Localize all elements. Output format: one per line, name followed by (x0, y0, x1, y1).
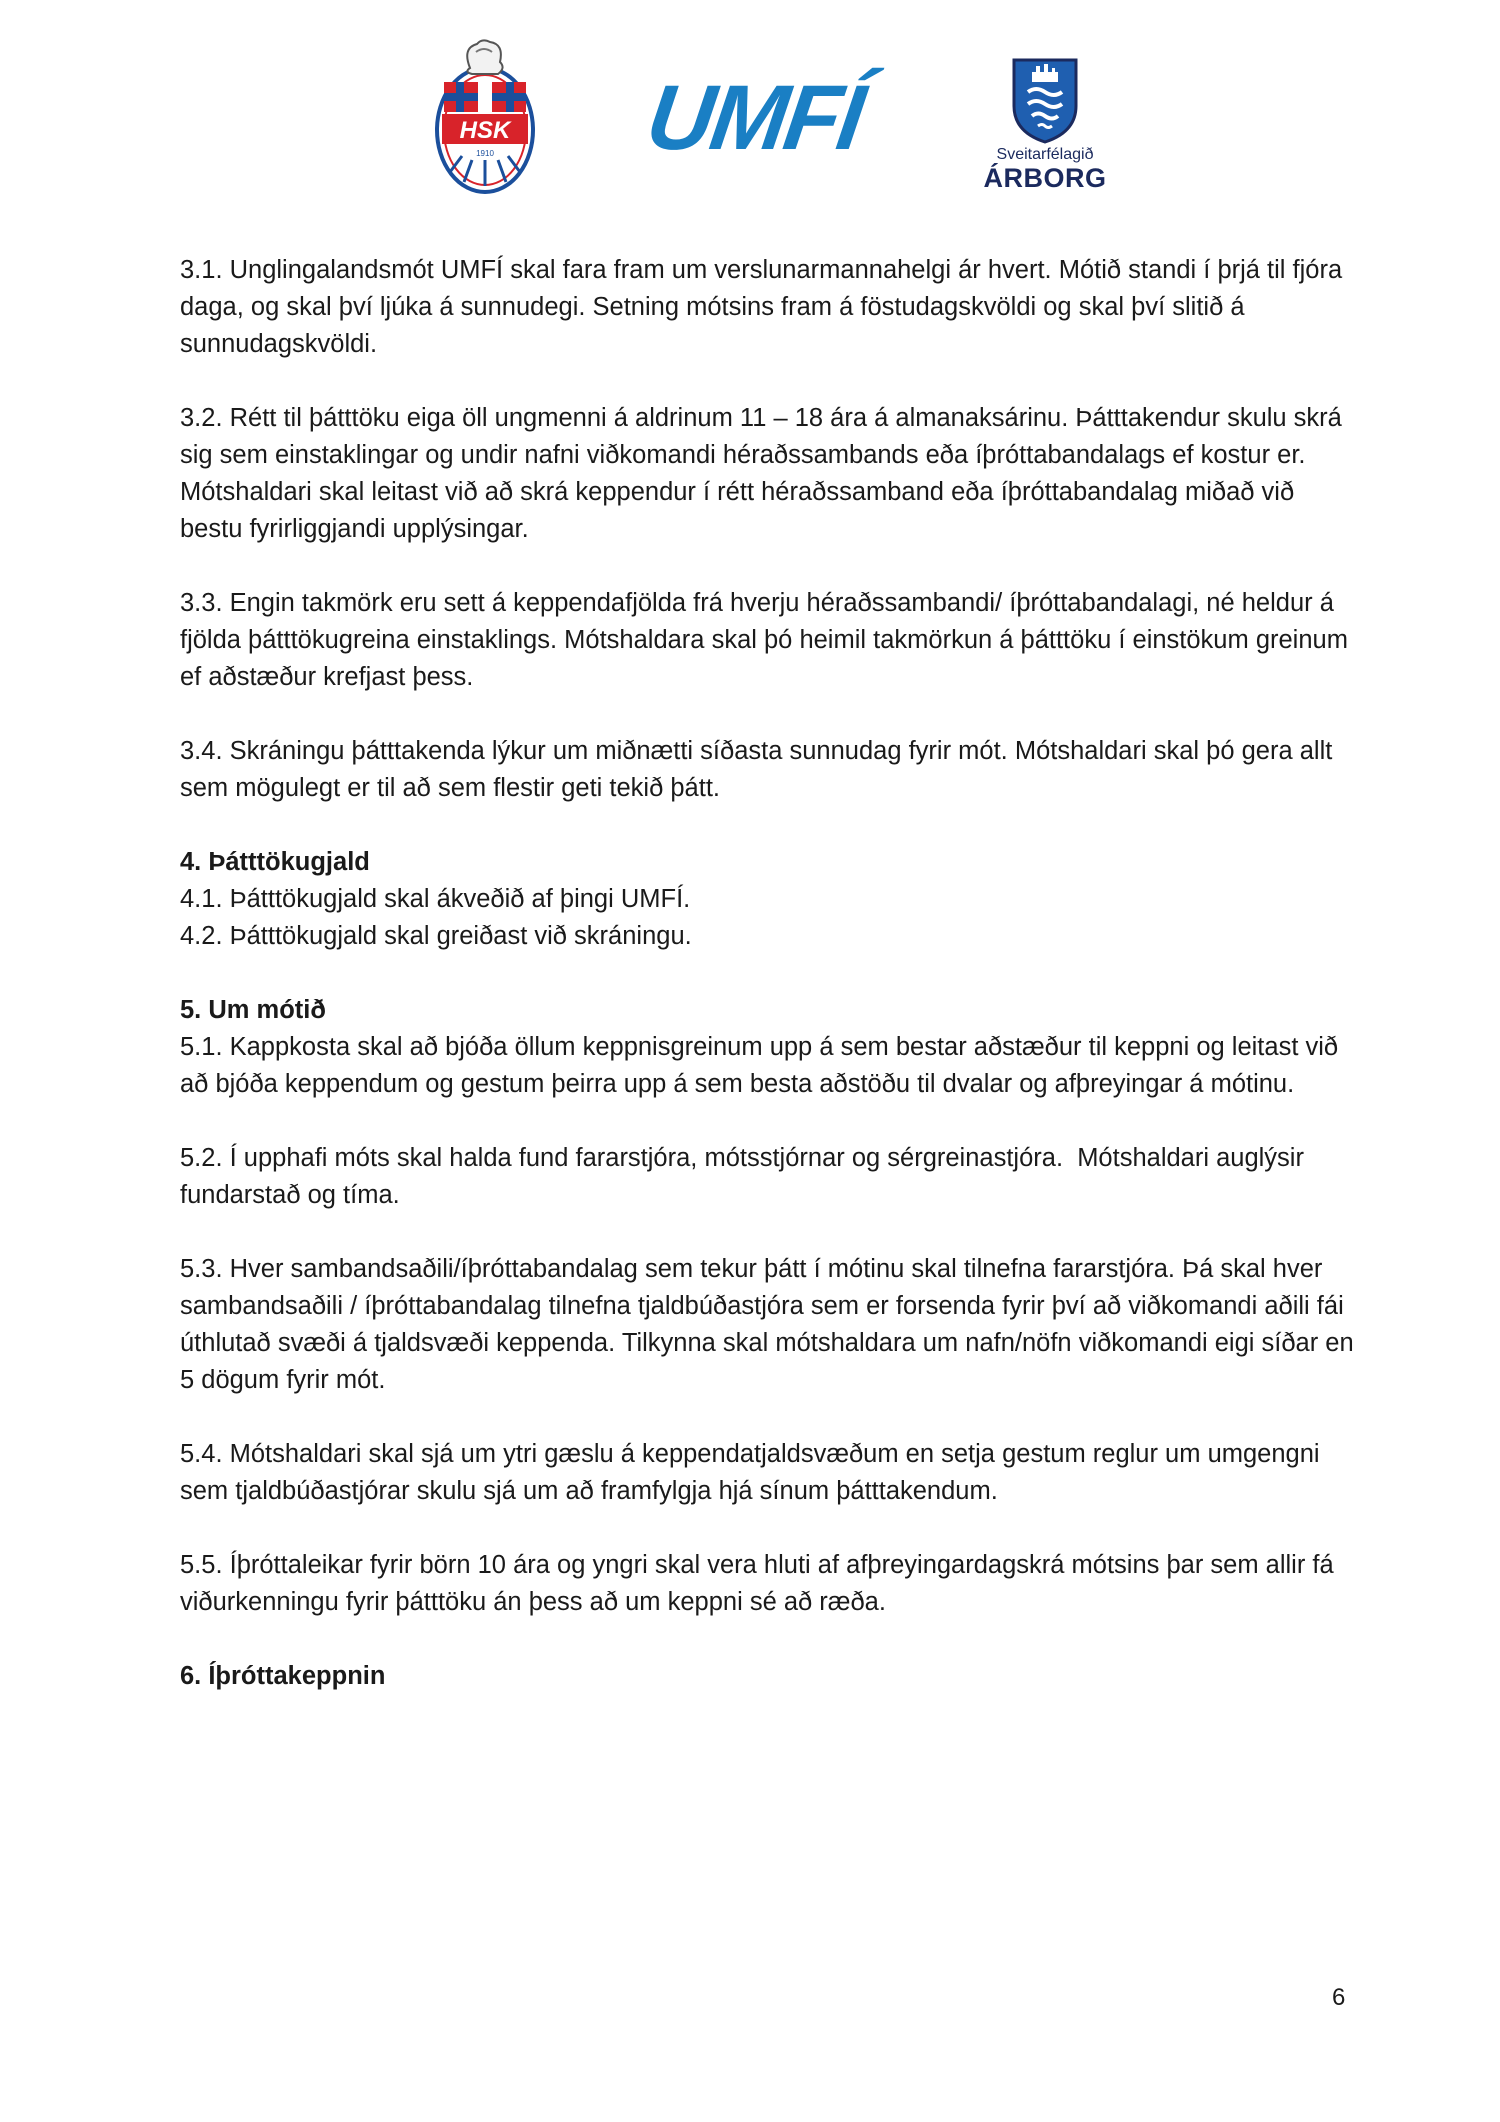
section-heading-6: 6. Íþróttakeppnin (180, 1662, 386, 1690)
paragraph-4-2: 4.2. Þátttökugjald skal greiðast við skráningu. (180, 922, 692, 950)
paragraph-5-2: 5.2. Í upphafi móts skal halda fund fararstjóra, mótsstjórnar og sérgreinastjóra. Mótshaldari auglýsir fundarstað og tíma. (180, 1144, 1312, 1209)
umfi-wordmark: UMFÍ (640, 67, 869, 169)
document-body (180, 252, 1360, 1695)
paragraph-5-3: 5.3. Hver sambandsaðili/íþróttabandalag sem tekur þátt í mótinu skal tilnefna fararstjóra. Þá skal hver sambandsaðili / íþróttabandalag tilnefna tjaldbúðastjóra sem er forsenda fyrir því að viðkomandi aðili fái úthlutað svæði á tjaldsvæði keppenda. Tilkynna skal mótshaldara um nafn/nöfn viðkomandi eigi síðar en 5 dögum fyrir mót. (180, 1255, 1354, 1394)
hsk-year: 1910 (476, 149, 494, 158)
arborg-shield-icon (980, 58, 1110, 144)
hsk-emblem-icon (432, 38, 538, 196)
paragraph-5-4: 5.4. Mótshaldari skal sjá um ytri gæslu á keppendatjaldsvæðum en setja gestum reglur um umgengni sem tjaldbúðastjórar skulu sjá um að framfylgja hjá sínum þátttakendum. (180, 1440, 1320, 1505)
arborg-line1: Sveitarfélagið (996, 146, 1094, 163)
paragraph-3-4: 3.4. Skráningu þátttakenda lýkur um miðnætti síðasta sunnudag fyrir mót. Mótshaldari skal þó gera allt sem mögulegt er til að sem flestir geti tekið þátt. (180, 737, 1333, 802)
section-heading-4: 4. Þátttökugjald (180, 848, 370, 876)
hsk-wordmark: HSK (459, 117, 511, 144)
paragraph-3-2: 3.2. Rétt til þátttöku eiga öll ungmenni á aldrinum 11 – 18 ára á almanaksárinu. Þátttakendur skulu skrá sig sem einstaklingar og undir nafni viðkomandi héraðssambands eða íþróttabandalags ef kostur er. Mótshaldari skal leitast við að skrá keppendur í rétt héraðssamband eða íþróttabandalag miðað við bestu fyrirliggjandi upplýsingar. (180, 404, 1342, 543)
page-header (0, 0, 1500, 210)
paragraph-3-1: 3.1. Unglingalandsmót UMFÍ skal fara fram um verslunarmannahelgi ár hvert. Mótið standi í þrjá til fjóra daga, og skal því ljúka á sunnudegi. Setning mótsins fram á föstudagskvöldi og skal því slitið á sunnudagskvöldi. (180, 256, 1343, 358)
arborg-line2: ÁRBORG (983, 163, 1107, 193)
section-heading-5: 5. Um mótið (180, 996, 326, 1024)
paragraph-4-1: 4.1. Þátttökugjald skal ákveðið af þingi UMFÍ. (180, 885, 691, 913)
hsk-logo (432, 38, 538, 196)
umfi-logo (640, 67, 869, 169)
paragraph-3-3: 3.3. Engin takmörk eru sett á keppendafjölda frá hverju héraðssambandi/ íþróttabandalagi, né heldur á fjölda þátttökugreina einstaklings. Mótshaldara skal þó heimil takmörkun á þátttöku í einstökum greinum ef aðstæður krefjast þess. (180, 589, 1348, 691)
page-number: 6 (1332, 1984, 1346, 2011)
paragraph-5-5: 5.5. Íþróttaleikar fyrir börn 10 ára og yngri skal vera hluti af afþreyingardagskrá mótsins þar sem allir fá viðurkenningu fyrir þátttöku án þess að um keppni sé að ræða. (180, 1551, 1334, 1616)
paragraph-5-1: 5.1. Kappkosta skal að bjóða öllum keppnisgreinum upp á sem bestar aðstæður til keppni og leitast við að bjóða keppendum og gestum þeirra upp á sem besta aðstöðu til dvalar og afþreyingar á mótinu. (180, 1033, 1339, 1098)
arborg-logo (980, 58, 1110, 198)
